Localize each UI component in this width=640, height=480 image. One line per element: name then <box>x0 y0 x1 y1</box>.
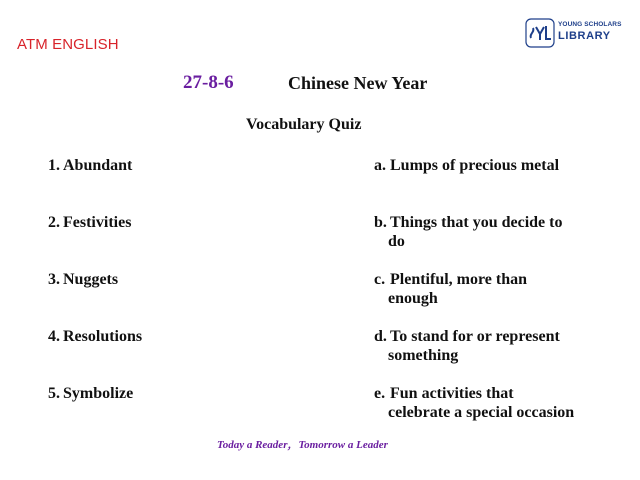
footer-slogan: Today a Reader，Tomorrow a Leader <box>217 439 388 451</box>
definition-b <box>374 213 624 251</box>
lesson-title: Chinese New Year <box>288 73 428 93</box>
vocab-number: 5. <box>48 385 60 402</box>
syl-logo-icon <box>525 18 555 48</box>
definition-letter: d. <box>374 328 387 345</box>
definition-line-1: Plentiful, more than <box>390 271 528 288</box>
definition-line-1: Lumps of precious metal <box>390 157 560 174</box>
vocab-number: 3. <box>48 271 60 288</box>
logo-line-young-scholars: YOUNG SCHOLARS <box>558 21 622 28</box>
definition-d <box>374 327 624 365</box>
brand-title: ATM ENGLISH <box>17 36 119 53</box>
vocab-word: Nuggets <box>63 271 119 288</box>
definition-line-1: To stand for or represent <box>390 328 560 345</box>
definition-letter: c. <box>374 271 386 288</box>
vocab-word: Abundant <box>63 157 133 174</box>
definition-letter: b. <box>374 214 387 231</box>
vocab-word-1 <box>48 156 132 175</box>
quiz-title: Vocabulary Quiz <box>246 116 362 133</box>
definition-letter: e. <box>374 385 386 402</box>
definition-e <box>374 384 624 422</box>
vocab-number: 2. <box>48 214 60 231</box>
library-logo <box>525 18 625 48</box>
definition-line-2: celebrate a special occasion <box>388 404 575 421</box>
definition-line-2: do <box>388 233 405 250</box>
definition-line-2: something <box>388 347 459 364</box>
definition-letter: a. <box>374 157 386 174</box>
vocab-word-4 <box>48 327 142 346</box>
logo-line-library: LIBRARY <box>558 29 611 42</box>
vocab-word: Resolutions <box>63 328 143 345</box>
vocab-word-5 <box>48 384 133 403</box>
vocab-number: 1. <box>48 157 60 174</box>
definition-a <box>374 156 624 175</box>
lesson-code: 27-8-6 <box>183 72 234 93</box>
logo-wordmark <box>558 22 622 42</box>
definition-line-2: enough <box>388 290 438 307</box>
vocab-word-3 <box>48 270 118 289</box>
vocab-word-2 <box>48 213 131 232</box>
vocab-number: 4. <box>48 328 60 345</box>
definition-line-1: Things that you decide to <box>390 214 563 231</box>
definition-line-1: Fun activities that <box>390 385 514 402</box>
vocab-word: Festivities <box>63 214 132 231</box>
definition-c <box>374 270 624 308</box>
vocab-word: Symbolize <box>63 385 134 402</box>
